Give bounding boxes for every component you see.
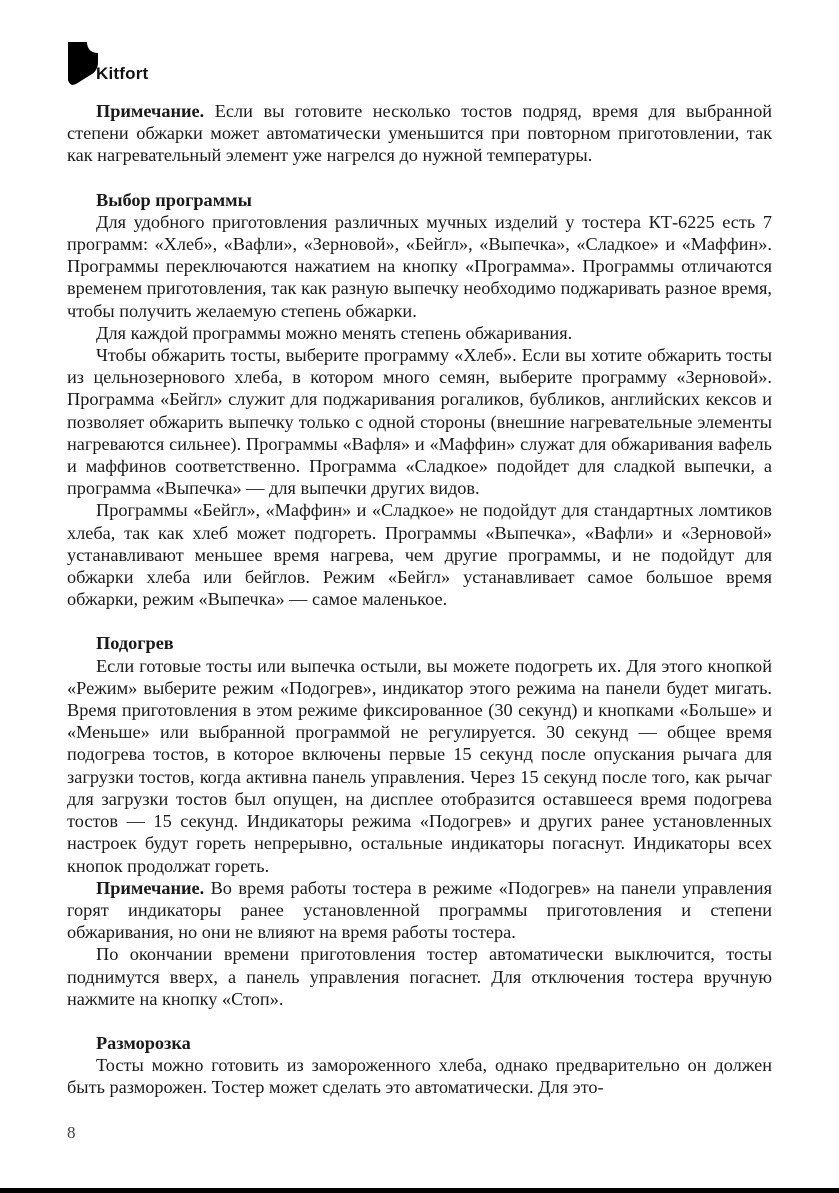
note-label: Примечание.	[96, 877, 205, 898]
paragraph: Тосты можно готовить из замороженного хлеба, однако предварительно он должен быть разморожен. Тостер может сделать это автоматически. Для это-	[67, 1055, 772, 1098]
section-heading-program: Выбор программы	[96, 189, 252, 210]
paragraph: Для удобного приготовления различных мучных изделий у тостера КТ-6225 есть 7 программ: «Хлеб», «Вафли», «Зерновой», «Бейгл», «Выпечка», «Сладкое» и «Маффин». Программы переключаются нажатием на кнопку «Программа». Программы отличаются временем приготовления, так как разную выпечку необходимо поджаривать разное время, чтобы получить желаемую степень обжарки.	[67, 211, 772, 321]
paragraph: Чтобы обжарить тосты, выберите программу «Хлеб». Если вы хотите обжарить тосты из цельнозернового хлеба, в котором много семян, выберите программу «Зерновой». Программа «Бейгл» служит для поджаривания рогаликов, бубликов, английских кексов и позволяет обжарить выпечку только с одной стороны (внешние нагревательные элементы нагреваются сильнее). Программы «Вафля» и «Маффин» служат для обжаривания вафель и маффинов соответственно. Программа «Сладкое» подойдет для сладкой выпечки, а программа «Выпечка» — для выпечки других видов.	[67, 345, 772, 499]
note-text: Если вы готовите несколько тостов подряд, время для выбранной степени обжарки может автоматически уменьшится при повторном приготовлении, так как нагревательный элемент уже нагрелся до нужной температуры.	[67, 101, 772, 166]
note-text: Во время работы тостера в режиме «Подогрев» на панели управления горят индикаторы ранее установленной программы приготовления и степени обжаривания, но они не влияют на время работы тостера.	[67, 877, 772, 943]
paragraph: Программы «Бейгл», «Маффин» и «Сладкое» не подойдут для стандартных ломтиков хлеба, так как хлеб может подгореть. Программы «Выпечка», «Вафли» и «Зерновой» устанавливают меньшее время нагрева, чем другие программы, и не подойдут для обжарки хлеба или бейглов. Режим «Бейгл» устанавливает самое большое время обжарки, режим «Выпечка» — самое маленькое.	[67, 500, 772, 610]
section-heading-reheat: Подогрев	[96, 633, 174, 654]
note-paragraph	[67, 877, 772, 944]
note-paragraph	[67, 100, 772, 167]
bottom-border	[0, 1188, 839, 1193]
section-heading-defrost: Разморозка	[96, 1032, 191, 1053]
brand-name: Kitfort	[96, 64, 149, 83]
main-text	[67, 100, 772, 1099]
page-number: 8	[67, 1123, 76, 1142]
paragraph: Если готовые тосты или выпечка остыли, вы можете подогреть их. Для этого кнопкой «Режим» выберите режим «Подогрев», индикатор этого режима на панели будет мигать. Время приготовления в этом режиме фиксированное (30 секунд) и кнопками «Больше» и «Меньше» или выбранной программой не регулируется. 30 секунд — общее время подогрева тостов, в которое включены первые 15 секунд после опускания рычага для загрузки тостов, когда активна панель управления. Через 15 секунд после того, как рычаг для загрузки тостов был опущен, на дисплее отобразится оставшееся время подогрева тостов — 15 секунд. Индикаторы режима «Подогрев» и других ранее установленных настроек будут гореть непрерывно, остальные индикаторы погаснут. Индикаторы всех кнопок продолжат гореть.	[67, 655, 772, 876]
brand-logo	[66, 36, 148, 86]
note-label: Примечание.	[96, 101, 205, 121]
kitfort-logo-icon	[66, 40, 100, 86]
paragraph: По окончании времени приготовления тостер автоматически выключится, тосты поднимутся вверх, а панель управления погаснет. Для отключения тостера вручную нажмите на кнопку «Стоп».	[67, 944, 772, 1009]
paragraph: Для каждой программы можно менять степень обжаривания.	[96, 322, 573, 343]
